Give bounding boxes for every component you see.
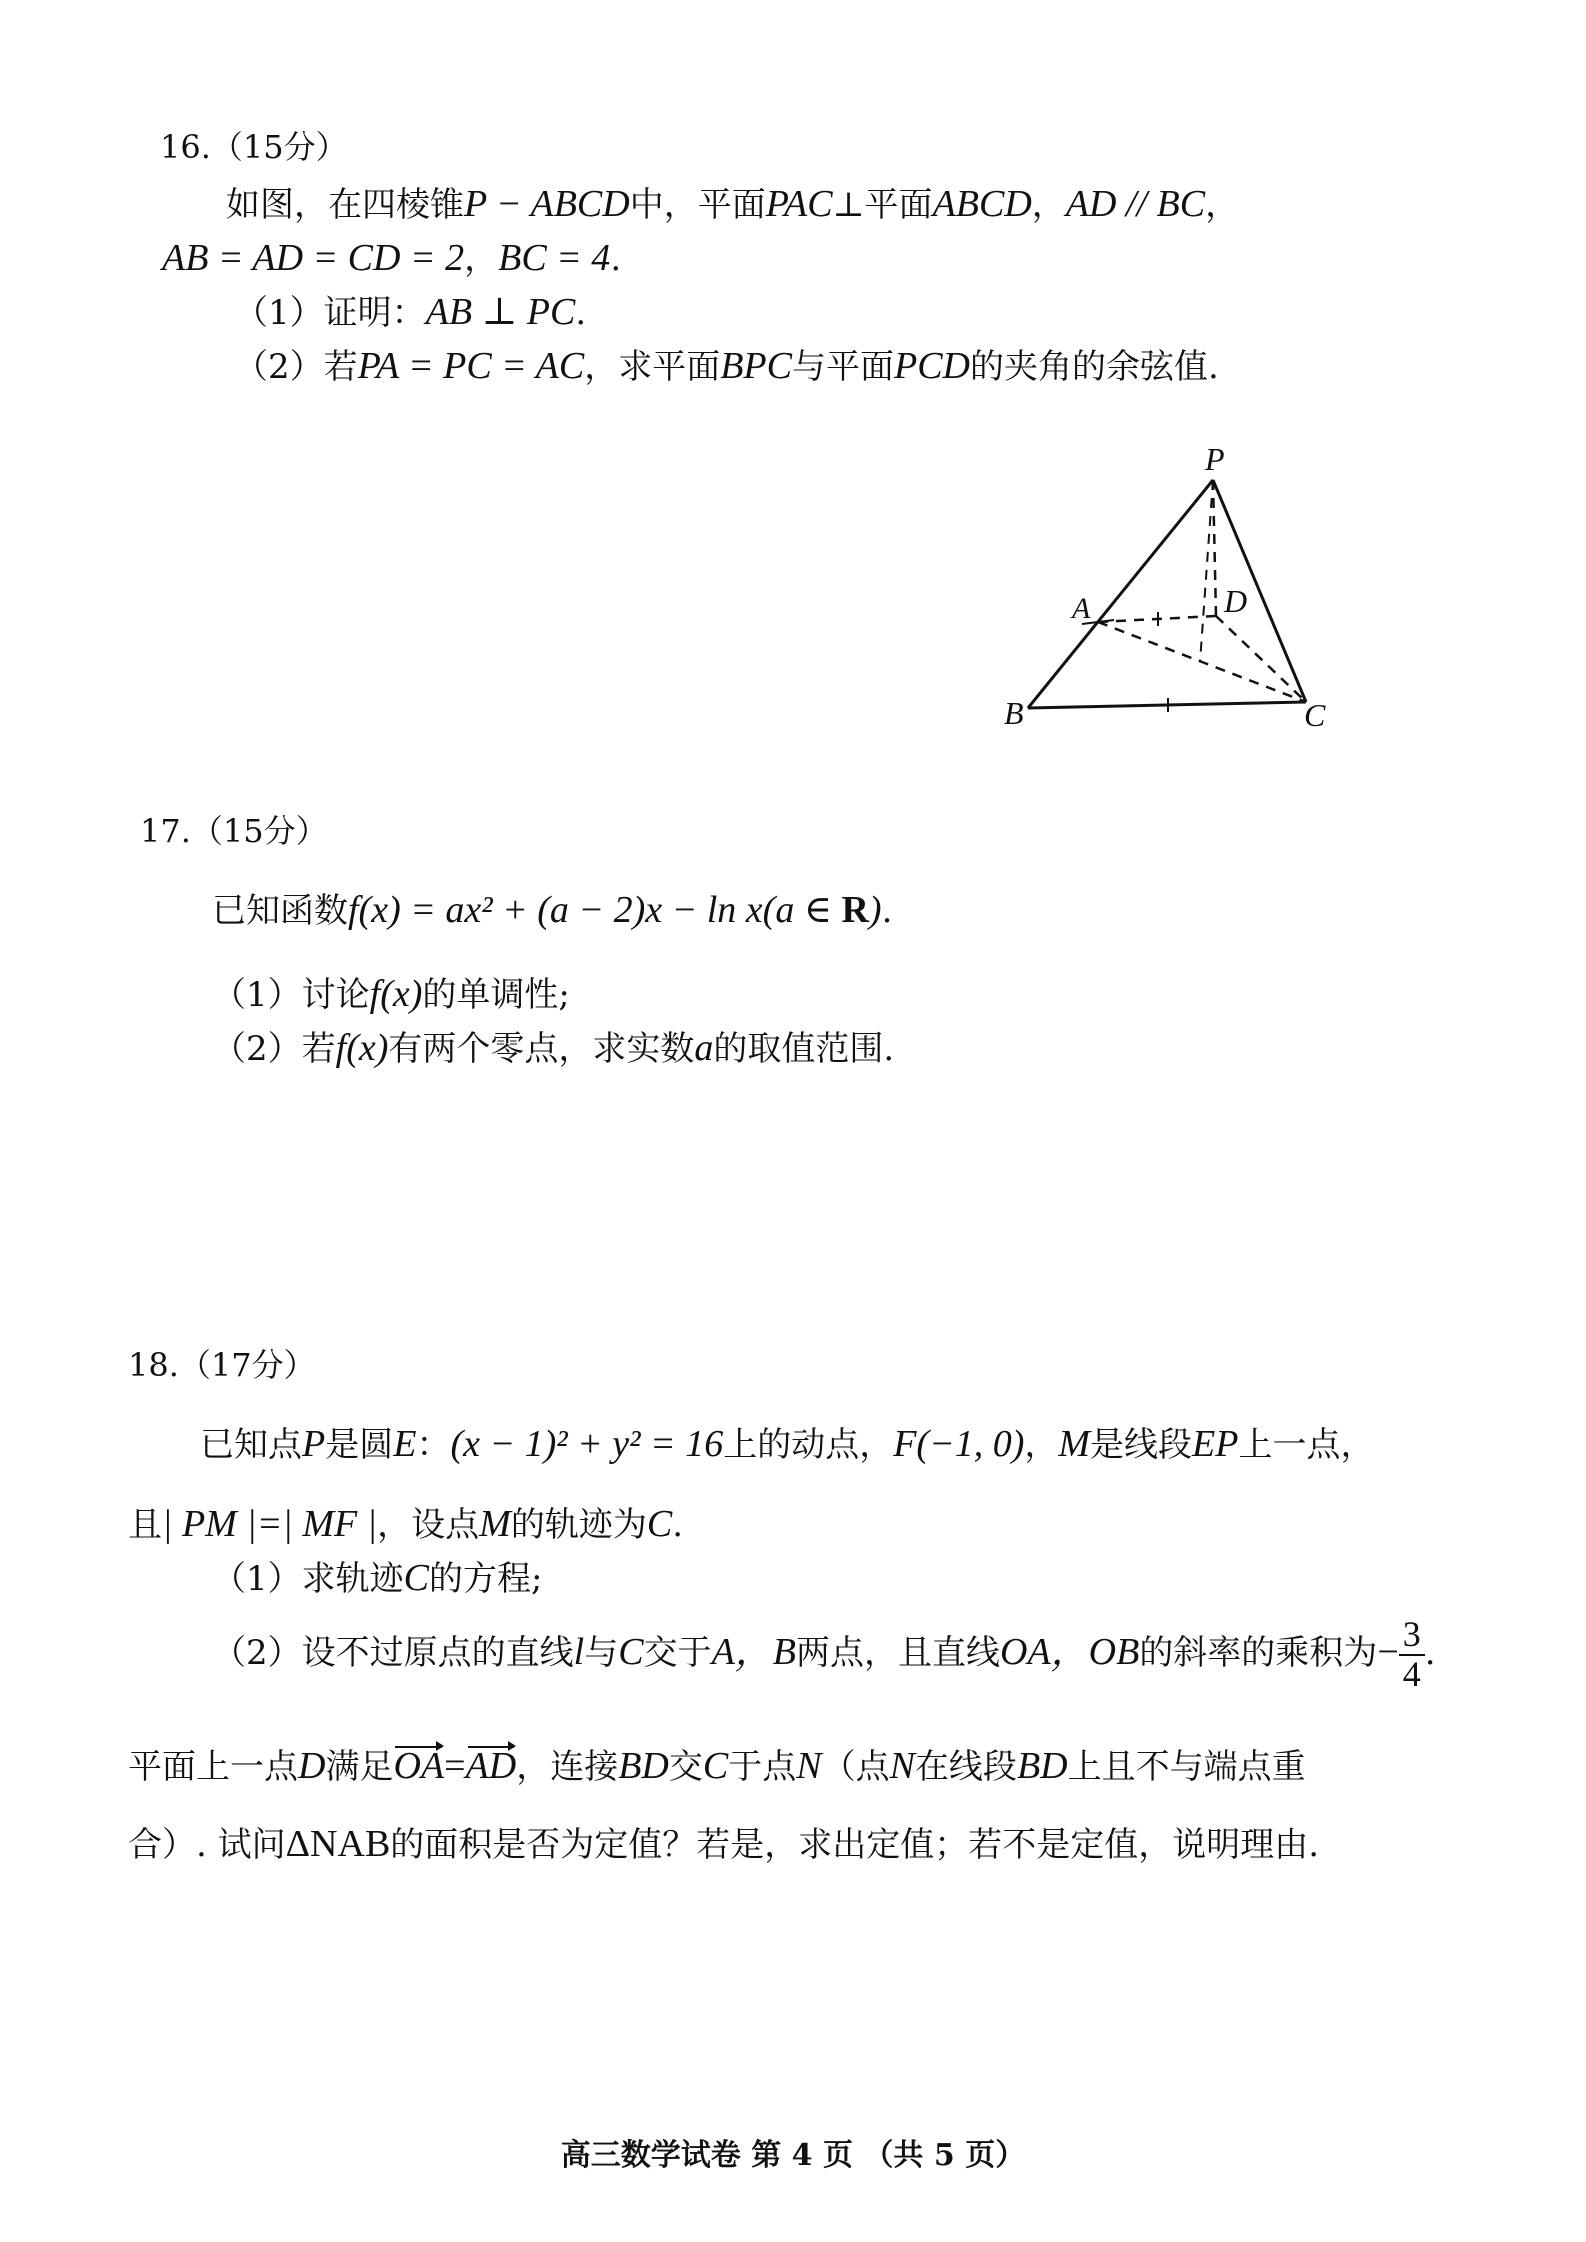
q18-line1: 已知点P是圆E：(x − 1)² + y² = 16上的动点，F(−1, 0)，M是线段EP上一点， [200, 1423, 1375, 1465]
q16-part1: （1）证明：AB ⊥ PC. [234, 291, 587, 333]
edge-AC [1098, 622, 1306, 702]
q17-header: 17.（15分） [140, 812, 328, 850]
height-line [1200, 480, 1213, 662]
label-P: P [1205, 441, 1225, 477]
edge-PA [1098, 480, 1213, 622]
page-footer: 高三数学试卷 第 4 页 （共 5 页） [560, 2138, 1026, 2173]
label-B: B [1004, 695, 1024, 731]
edge-PD [1213, 480, 1216, 616]
q16-part2: （2）若PA = PC = AC，求平面BPC与平面PCD的夹角的余弦值. [234, 345, 1219, 387]
q16-intro: 如图，在四棱锥P − ABCD中，平面PAC⊥平面ABCD，AD // BC， [226, 183, 1240, 225]
q18-line4: 合）. 试问ΔNAB的面积是否为定值？若是，求出定值；若不是定值，说明理由. [128, 1823, 1320, 1865]
q18-part2: （2）设不过原点的直线l与C交于A，B两点，且直线OA，OB的斜率的乘积为− $\frac{3}{4}$ . [212, 1614, 1436, 1694]
label-D: D [1224, 583, 1248, 619]
q18-header: 18.（17分） [128, 1346, 316, 1384]
q17-part1: （1）讨论f(x)的单调性; [212, 973, 570, 1015]
vector-AD: AD [466, 1744, 517, 1790]
edge-AB [1028, 622, 1098, 708]
q17-statement: 已知函数f(x) = ax² + (a − 2)x − ln x(a ∈ R). [212, 889, 893, 931]
q18-line2: 且| PM |=| MF |，设点M的轨迹为C. [128, 1503, 683, 1545]
q17-part2: （2）若f(x)有两个零点，求实数a的取值范围. [212, 1027, 895, 1069]
q18-line3: 平面上一点D满足OA=AD，连接BD交C于点N（点N在线段BD上且不与端点重 [128, 1744, 1306, 1790]
q16-given: AB = AD = CD = 2，BC = 4. [162, 237, 622, 279]
vector-OA: OA [393, 1744, 444, 1790]
q16-header: 16.（15分） [160, 128, 348, 166]
pyramid-diagram [1000, 440, 1370, 760]
label-C: C [1304, 697, 1326, 733]
q18-part1: （1）求轨迹C的方程; [212, 1557, 543, 1599]
label-A: A [1072, 592, 1091, 625]
edge-DC [1216, 616, 1306, 702]
fraction-3-4: $\frac{3}{4}$ [1399, 1616, 1425, 1694]
